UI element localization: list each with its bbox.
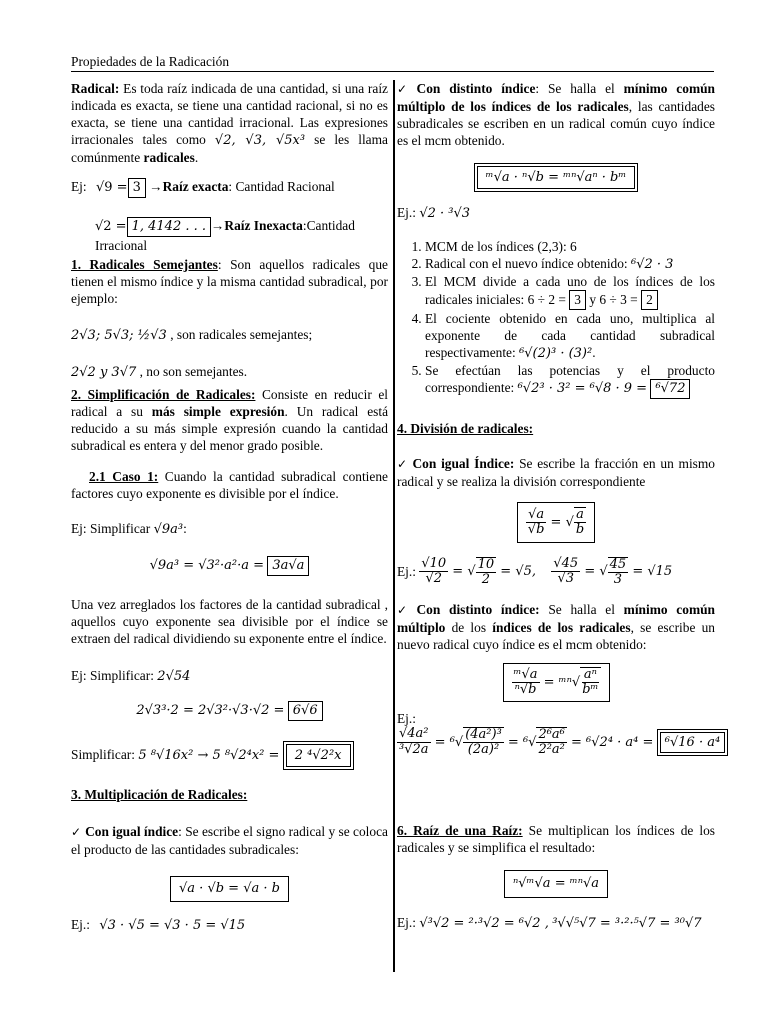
simplificar-result: 2 ⁴√2²x [286, 744, 351, 767]
distinto-formula-box [474, 163, 639, 192]
inexact-title: Raíz Inexacta [224, 218, 303, 233]
raiz-formula-box: ⁿ√ᵐ√a = ᵐⁿ√a [504, 870, 608, 898]
distinto-formula-text: ᵐ√a · ⁿ√b = ᵐⁿ√aⁿ · bᵐ [477, 166, 636, 189]
step-5-box: ⁶√72 [650, 379, 690, 399]
step-3-box1: 3 [569, 290, 586, 310]
semejantes-example2: 2√2 y 3√7 [71, 365, 137, 380]
checkmark-icon: ✓ [397, 603, 413, 618]
step-4 [425, 310, 715, 362]
step-3-mid: y 6 ÷ 3 = [586, 292, 642, 307]
step-1 [425, 238, 715, 255]
section-multiplicacion [71, 786, 388, 934]
division-ej2: $\frac{√45}{√3}$ = √ $\frac{45}{3}$ = √15 [553, 556, 673, 587]
division-heading: 4. División de radicales: [397, 421, 534, 436]
section-division [397, 420, 721, 758]
distinto-formula [397, 163, 715, 192]
step-3-box2: 2 [641, 290, 658, 310]
radical-end: . [194, 150, 199, 165]
distinto-text: : Se halla el [535, 81, 624, 96]
exact-result-box: 3 [128, 178, 146, 198]
caso1-ej2-label: Ej: Simplificar: [71, 668, 154, 683]
caso1-ej1-result-box: 3a√a [267, 556, 309, 576]
inexact-rest: :Cantidad Irracional [95, 218, 355, 253]
semejantes-example1-text: , son radicales semejantes; [166, 327, 313, 342]
distinto-ej-expr: √2 · ³√3 [419, 206, 471, 221]
division-ej-label: Ej.: [397, 563, 416, 579]
radical-term2: radicales [143, 150, 195, 165]
title-rule [71, 71, 714, 72]
division-ej2-tail: = √15 [632, 564, 673, 580]
radical-definition [71, 80, 388, 166]
step-5-math: ⁶√2³ · 3² = ⁶√8 · 9 = [517, 381, 648, 396]
semejantes-heading: 1. Radicales Semejantes [71, 257, 218, 272]
radical-text: Es toda raíz indicada de una cantidad, si una raíz indicada es exacta, se tiene una cantidad racional, si no es exacta, se tiene una cantidad irracional. Las expresiones irracionales tales como [71, 81, 388, 147]
step-2-math: ⁶√2 · 3 [631, 257, 674, 272]
multiplicacion-text: : Se escribe el signo radical y se coloca el producto de las cantidades subradicales: [71, 824, 388, 857]
exact-title: Raíz exacta [162, 179, 229, 194]
checkmark-icon: ✓ [71, 825, 82, 839]
multiplicacion-ej-expr: √3 · √5 = √3 · 5 = √15 [99, 918, 246, 933]
step-1-text: MCM de los índices (2,3): 6 [425, 239, 577, 254]
multiplicacion-ej-label: Ej.: [71, 917, 90, 932]
radical-text2: se les llama comúnmente [71, 132, 388, 165]
division-examples [397, 557, 715, 588]
caso1-ej2-expr: 2√54 [157, 669, 191, 684]
caso1-ej1-label: Ej: Simplificar [71, 521, 154, 536]
caso1-ej1-equation [71, 556, 388, 576]
exact-expr: √9 = [95, 180, 128, 195]
multiplicacion-sub: Con igual índice [85, 824, 179, 839]
division-ej2-result-box [657, 729, 728, 756]
caso1-heading: 2.1 Caso 1: [89, 469, 159, 484]
division-text2a: Se halla el [539, 602, 624, 618]
arrow-icon: → [211, 218, 225, 233]
checkmark-icon: ✓ [397, 457, 409, 471]
step-3-text: El MCM divide a cada uno de los índices de los radicales iniciales: 6 ÷ 2 = [425, 274, 715, 307]
division-formula-box: $\frac{√a}{√b}$ = √ $\frac{a}{b}$ [517, 502, 595, 543]
section-caso1 [71, 468, 388, 770]
example-inexact-root [95, 217, 388, 254]
step-4-text: El cociente obtenido en cada uno, multiplica al exponente de cada cantidad subradical respectivamente: [425, 311, 715, 360]
raiz-ej-expr2: ³√√⁵√7 = ³·²·⁵√7 = ³⁰√7 [552, 916, 702, 931]
raiz-heading: 6. Raíz de una Raíz: [397, 823, 523, 838]
inexact-expr: √2 = [95, 219, 127, 234]
step-4-math: ⁶√(2)³ · (3)² [519, 346, 593, 361]
step-2 [425, 255, 715, 273]
division-ej2-mid: = ⁶√2⁴ · a⁴ = [571, 734, 654, 750]
raiz-ej-label: Ej.: [397, 915, 416, 930]
division-strong2a: mínimo común múltiplo [397, 602, 715, 636]
example-exact-root [71, 178, 388, 198]
distinto-ej-label: Ej.: [397, 205, 416, 220]
distinto-sub: Con distinto índice [416, 81, 536, 96]
division-ej2-label: Ej.: [397, 710, 416, 726]
column-divider [393, 80, 395, 972]
page-title: Propiedades de la Radicación [71, 54, 230, 69]
step-4-end: . [592, 345, 596, 360]
step-5 [425, 362, 715, 399]
caso1-ej2-eq: 2√3³·2 = 2√3²·√3·√2 = [136, 703, 285, 718]
section-raiz-de-raiz [397, 822, 715, 932]
division-strong2b: índices de los radicales [492, 620, 631, 636]
radical-examples: √2, √3, √5x³ [214, 133, 306, 148]
step-5-text: Se efectúan las potencias y el producto correspondiente: [425, 363, 715, 395]
section-distinto-indice [397, 80, 715, 222]
caso1-ej1-eq: √9a³ = √3²·a²·a = [149, 558, 265, 573]
step-2-text: Radical con el nuevo índice obtenido: [425, 256, 632, 271]
division-text2c: , se escribe un nuevo radical cuyo índice es el mcm obtenido: [397, 620, 715, 653]
semejantes-example2-text: , no son semejantes. [136, 364, 248, 379]
checkmark-icon: ✓ [397, 82, 413, 96]
simplificar-expr: 5 ⁸√16x² → 5 ⁸√2⁴x² = [138, 748, 280, 763]
division-ej1-tail: = √5, [500, 564, 537, 580]
raiz-ej-expr1: √³√2 = ²·³√2 = ⁶√2 , [419, 916, 549, 931]
division-text: Se escribe la fracción en un mismo radical y se realiza la división correspondiente [397, 456, 715, 489]
division-distinto-formula [397, 663, 715, 702]
step-3 [425, 273, 715, 310]
division-distinto-example: $\frac{\text{√4a²}}{\text{³√2a}}$ = ⁶√ $\frac{\text{(4a²)³}}{\text{(2a)²}}$ = ⁶√ $\frac{\text{2⁶a⁶}}{\text{2²a²}}$ = ⁶√2⁴ · a⁴ = ⁶√16 · a⁴ [397, 727, 715, 758]
caso1-ej2-result-box: 6√6 [288, 701, 323, 721]
simplificacion-strong: más simple expresión [151, 404, 285, 419]
division-sub: Con igual Índice: [412, 456, 515, 471]
division-ej1: $\frac{√10}{√2}$ = √ $\frac{10}{2}$ = √5, [421, 556, 537, 587]
division-distinto-formula-box: $\frac{\text{ᵐ√a}}{\text{ⁿ√b}}$ = ᵐⁿ√ $\frac{\text{aⁿ}}{\text{bᵐ}}$ [503, 663, 610, 702]
division-formula [397, 502, 715, 543]
steps-list [397, 238, 715, 399]
radical-term: Radical: [71, 81, 120, 96]
distinto-text2: , las cantidades subradicales se escriben en un radical común cuyo índice es el mcm obtenido. [397, 99, 715, 148]
inexact-result-box: 1, 4142 . . . [127, 217, 211, 237]
exact-rest: : Cantidad Racional [228, 179, 335, 194]
caso1-ej2-equation [71, 701, 388, 721]
raiz-formula [397, 870, 715, 898]
distinto-strong: mínimo común múltiplo de los índices de los radicales [397, 81, 715, 114]
semejantes-text: : Son aquellos radicales que tienen el mismo índice y la misma cantidad subradical, por ejemplo: [71, 257, 388, 306]
caso1-ej1-colon: : [183, 521, 187, 536]
semejantes-example1: 2√3; 5√3; ½√3 [71, 328, 167, 343]
division-ej2-result: ⁶√16 · a⁴ [660, 732, 725, 753]
simplificacion-heading: 2. Simplificación de Radicales: [71, 387, 256, 402]
ej-label: Ej: [71, 179, 87, 194]
division-text2b: de los [445, 620, 493, 636]
section-simplificacion [71, 386, 388, 454]
caso1-paragraph: Una vez arreglados los factores de la cantidad subradical , aquellos cuyo exponente sea divisible por el índice se extraen del radical dividiendo su exponente entre el índice. [71, 597, 388, 646]
caso1-ej1-expr: √9a³ [153, 522, 184, 537]
section-semejantes [71, 256, 388, 381]
simplificacion-text: Consiste en reducir el radical a su [71, 387, 388, 419]
multiplicacion-formula-box: √a · √b = √a · b [170, 876, 289, 902]
multiplicacion-formula [71, 876, 388, 902]
multiplicacion-heading: 3. Multiplicación de Radicales: [71, 787, 248, 802]
simplificacion-text2: . Un radical está reducido a su más simple expresión cuando la cantidad subradical es entera y del menor grado posible. [71, 404, 389, 453]
division-sub2: Con distinto índice: [416, 602, 540, 618]
arrow-icon: → [149, 179, 163, 194]
simplificar-label: Simplificar: [71, 747, 135, 762]
raiz-text: Se multiplican los índices de los radicales y se simplifica el resultado: [397, 823, 715, 855]
simplificar-result-box [283, 741, 354, 770]
caso1-text: Cuando la cantidad subradical contiene factores cuyo exponente es divisible por el índice. [71, 469, 388, 501]
